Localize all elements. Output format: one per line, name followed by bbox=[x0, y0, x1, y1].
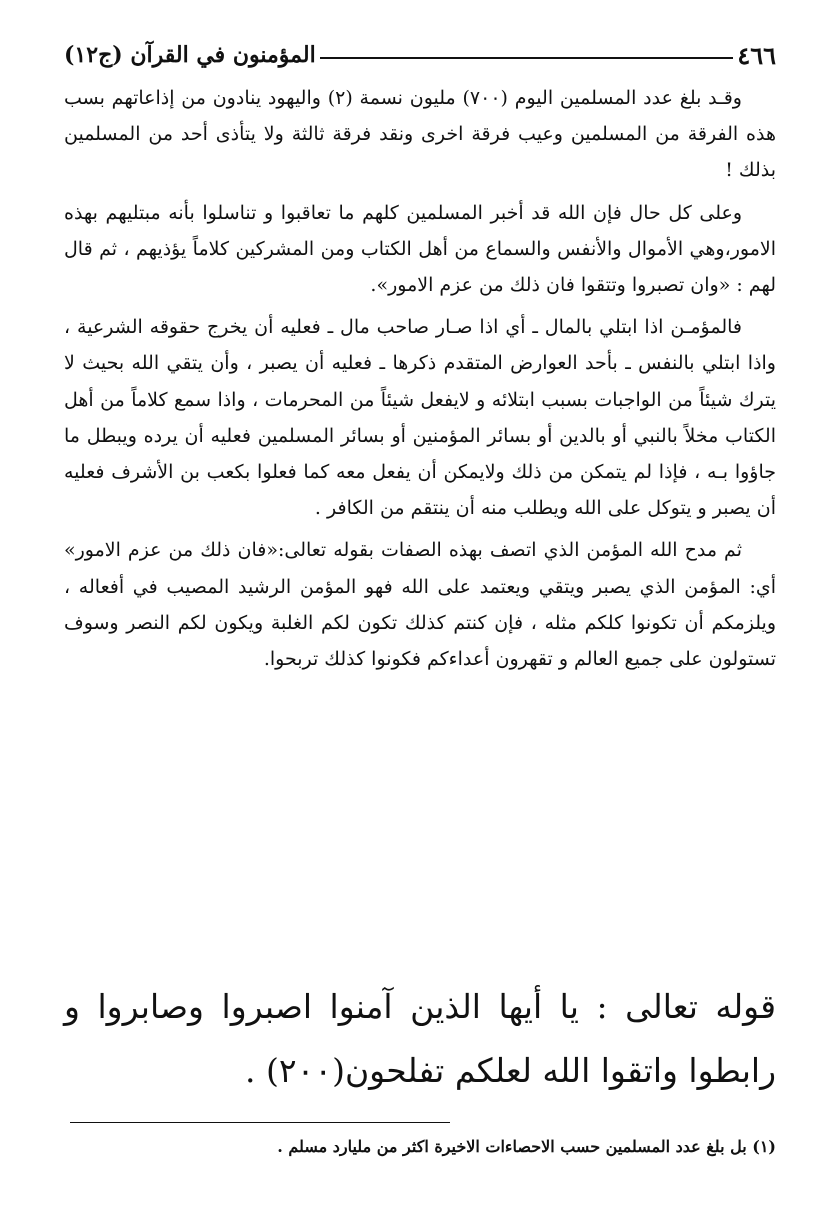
page-number: ٤٦٦ bbox=[737, 40, 776, 70]
verse-text: يا أيها الذين آمنوا اصبروا وصابروا و رابطوا واتقوا الله لعلكم تفلحون(٢٠٠) . bbox=[64, 987, 776, 1090]
header-rule bbox=[320, 57, 734, 59]
footnote: (١) بل بلغ عدد المسلمين حسب الاحصاءات الاخيرة اكثر من مليارد مسلم . bbox=[277, 1137, 776, 1156]
paragraph-2: وعلى كل حال فإن الله قد أخبر المسلمين كلهم ما تعاقبوا و تناسلوا بأنه مبتليهم بهذه الامور،وهي الأموال والأنفس والسماع من أهل الكتاب ومن المشركين كلاماً يؤذيهم ، ثم قال لهم : «وان تصبروا وتتقوا فان ذلك من عزم الامور». bbox=[64, 201, 776, 297]
running-title: المؤمنون في القرآن (ج١٢) bbox=[64, 42, 316, 68]
verse-prefix: قوله تعالى : bbox=[596, 987, 777, 1026]
paragraph-3: فالمؤمـن اذا ابتلي بالمال ـ أي اذا صـار صاحب مال ـ فعليه أن يخرج حقوقه الشرعية ، واذا ابتلي بالنفس ـ بأحد العوارض المتقدم ذكرها ـ فعليه أن يصبر ، وأن يتقي الله بحيث لا يترك شيئاً من الواجبات بسبب ابتلائه و لايفعل شيئاً من المحرمات ، واذا سمع كلاماً من أهل الكتاب مخلاً بالنبي أو بالدين أو بسائر المؤمنين أو بسائر المسلمين فعليه أن يرده ويبطل ما جاؤوا بـه ، فإذا لم يتمكن من ذلك ولايمكن أن يفعل معه كما فعلوا بكعب بن الأشرف فعليه أن يصبر و يتوكل على الله ويطلب منه أن ينتقم من الكافر . bbox=[64, 316, 776, 520]
paragraph-4: ثم مدح الله المؤمن الذي اتصف بهذه الصفات بقوله تعالى:«فان ذلك من عزم الامور» أي: المؤمن الذي يصبر ويتقي ويعتمد على الله فهو المؤمن الرشيد المصيب في أفعاله ، ويلزمكم أن تكونوا كلكم مثله ، فإن كنتم كذلك تكون لكم الغلبة ويكون لكم النصر وسوف تستولون على جميع العالم و تقهرون أعداءكم فكونوا كذلك تربحوا. bbox=[64, 539, 776, 671]
page-header bbox=[64, 38, 776, 72]
paragraph-1: وقـد بلغ عدد المسلمين اليوم (٧٠٠) مليون نسمة (٢) واليهود ينادون من إذاعاتهم بسب هذه الفرقة من المسلمين وعيب فرقة اخرى ونقد فرقة ثالثة ولا يتأذى أحد من المسلمين بذلك ! bbox=[64, 87, 776, 182]
footnote-rule bbox=[70, 1122, 450, 1123]
verse-block bbox=[64, 975, 776, 1103]
main-text bbox=[64, 80, 776, 677]
